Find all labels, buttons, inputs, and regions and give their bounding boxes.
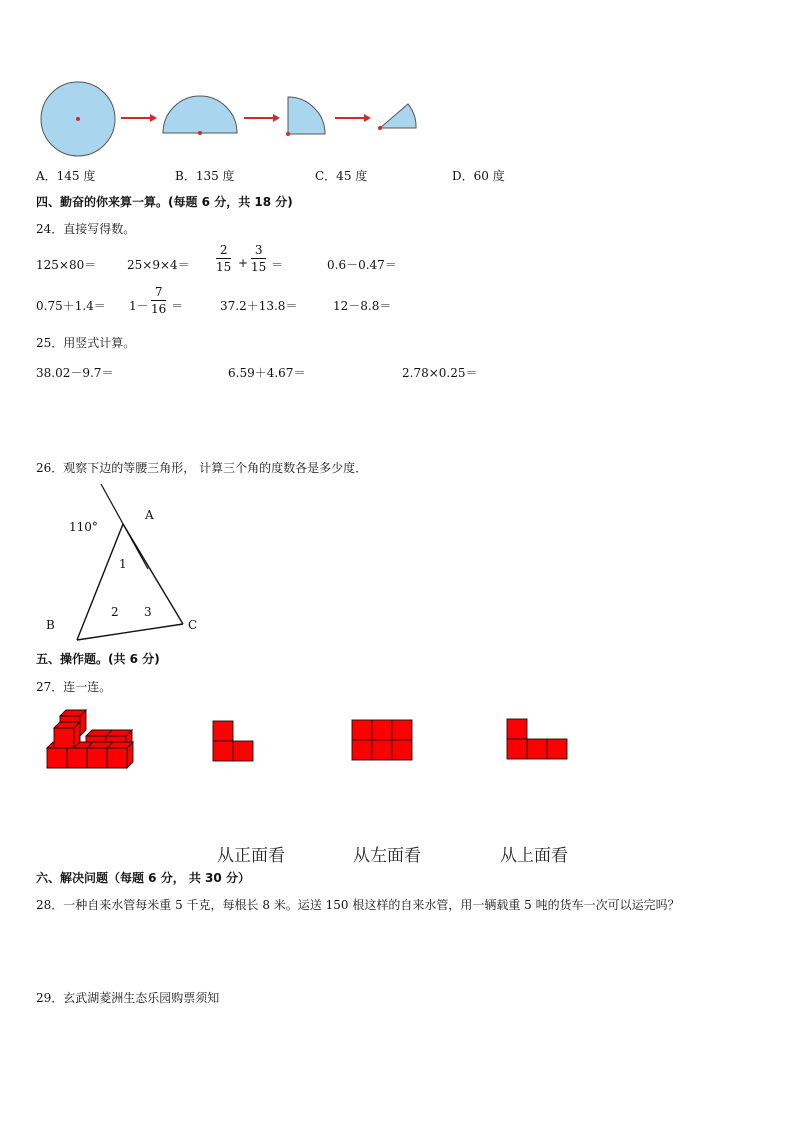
fraction-numerator: 7 bbox=[151, 284, 166, 301]
vertex-a-label: A bbox=[145, 508, 154, 522]
section5-heading: 五、操作题。(共 6 分) bbox=[36, 652, 160, 666]
semicircle-center-dot bbox=[198, 131, 202, 135]
view-rectangle-grid bbox=[351, 719, 421, 769]
q29-text: 29．玄武湖菱洲生态乐园购票须知 bbox=[36, 991, 220, 1005]
sector-center-dot bbox=[378, 126, 382, 130]
vertex-b-label: B bbox=[46, 618, 55, 632]
cube-stack-3d bbox=[45, 706, 145, 776]
q24-expr-1: 125×80＝ bbox=[36, 258, 97, 272]
quarter-circle-shape bbox=[288, 97, 325, 134]
plus-sign: + bbox=[238, 256, 249, 270]
fraction-denominator: 15 bbox=[216, 260, 232, 274]
circle-center-dot bbox=[76, 117, 80, 121]
semicircle-shape bbox=[163, 96, 237, 133]
equals-sign: ＝ bbox=[271, 258, 284, 272]
q25-expr-3: 2.78×0.25＝ bbox=[402, 366, 478, 380]
q24-title: 24．直接写得数。 bbox=[36, 222, 136, 236]
q24-expr-4: 0.6－0.47＝ bbox=[327, 258, 397, 272]
arrow-2-head bbox=[273, 114, 280, 122]
q25-title: 25．用竖式计算。 bbox=[36, 336, 136, 350]
one-minus: 1－ bbox=[129, 299, 149, 313]
angle-2-label: 2 bbox=[111, 605, 119, 619]
option-c: C．45 度 bbox=[315, 169, 368, 183]
angle-110-label: 110° bbox=[69, 520, 98, 534]
top-view-label: 从上面看 bbox=[500, 846, 568, 866]
isosceles-triangle-figure bbox=[40, 478, 240, 648]
vertex-c-label: C bbox=[188, 618, 198, 632]
fraction-2-15 bbox=[216, 242, 231, 275]
triangle-shape bbox=[76, 524, 183, 639]
section6-heading: 六、解决问题（每题 6 分， 共 30 分） bbox=[36, 871, 250, 885]
fraction-numerator: 3 bbox=[251, 242, 266, 259]
front-view-label: 从正面看 bbox=[217, 846, 285, 866]
fraction-denominator: 15 bbox=[251, 260, 267, 274]
equals-sign: ＝ bbox=[171, 299, 184, 313]
option-a: A．145 度 bbox=[36, 169, 96, 183]
arrow-3-head bbox=[364, 114, 371, 122]
q25-expr-1: 38.02－9.7＝ bbox=[36, 366, 114, 380]
fraction-numerator: 2 bbox=[216, 242, 231, 259]
triangle-side-ab bbox=[77, 524, 123, 640]
option-b: B．135 度 bbox=[175, 169, 235, 183]
quarter-center-dot bbox=[286, 132, 290, 136]
q25-expr-2: 6.59＋4.67＝ bbox=[228, 366, 306, 380]
option-d: D．60 度 bbox=[452, 169, 505, 183]
q24-expr-8: 12－8.8＝ bbox=[333, 299, 392, 313]
q27-title: 27．连一连。 bbox=[36, 680, 112, 694]
small-sector-shape bbox=[380, 104, 416, 128]
angle-3-label: 3 bbox=[144, 605, 152, 619]
q24-expr-2: 25×9×4＝ bbox=[127, 258, 190, 272]
fraction-denominator: 16 bbox=[151, 302, 167, 316]
triangle-side-bc bbox=[77, 624, 183, 640]
circle-sector-sequence-figure bbox=[0, 0, 794, 160]
fraction-3-15 bbox=[251, 242, 266, 275]
left-view-label: 从左面看 bbox=[353, 846, 421, 866]
q24-expr-7: 37.2＋13.8＝ bbox=[220, 299, 298, 313]
fraction-7-16 bbox=[151, 284, 166, 317]
triangle-side-ac bbox=[123, 524, 183, 624]
view-l-shape bbox=[212, 720, 262, 770]
q28-text: 28．一种自来水管每米重 5 千克，每根长 8 米。运送 150 根这样的自来水管，用一辆载重 5 吨的货车一次可以运完吗？ bbox=[36, 898, 680, 912]
angle-1-label: 1 bbox=[119, 557, 127, 571]
section4-heading: 四、勤奋的你来算一算。(每题 6 分，共 18 分) bbox=[36, 195, 293, 209]
arrow-1-head bbox=[150, 114, 157, 122]
view-wide-l-shape bbox=[506, 718, 576, 768]
q24-expr-5: 0.75＋1.4＝ bbox=[36, 299, 106, 313]
q26-title: 26．观察下边的等腰三角形， 计算三个角的度数各是多少度． bbox=[36, 461, 368, 475]
